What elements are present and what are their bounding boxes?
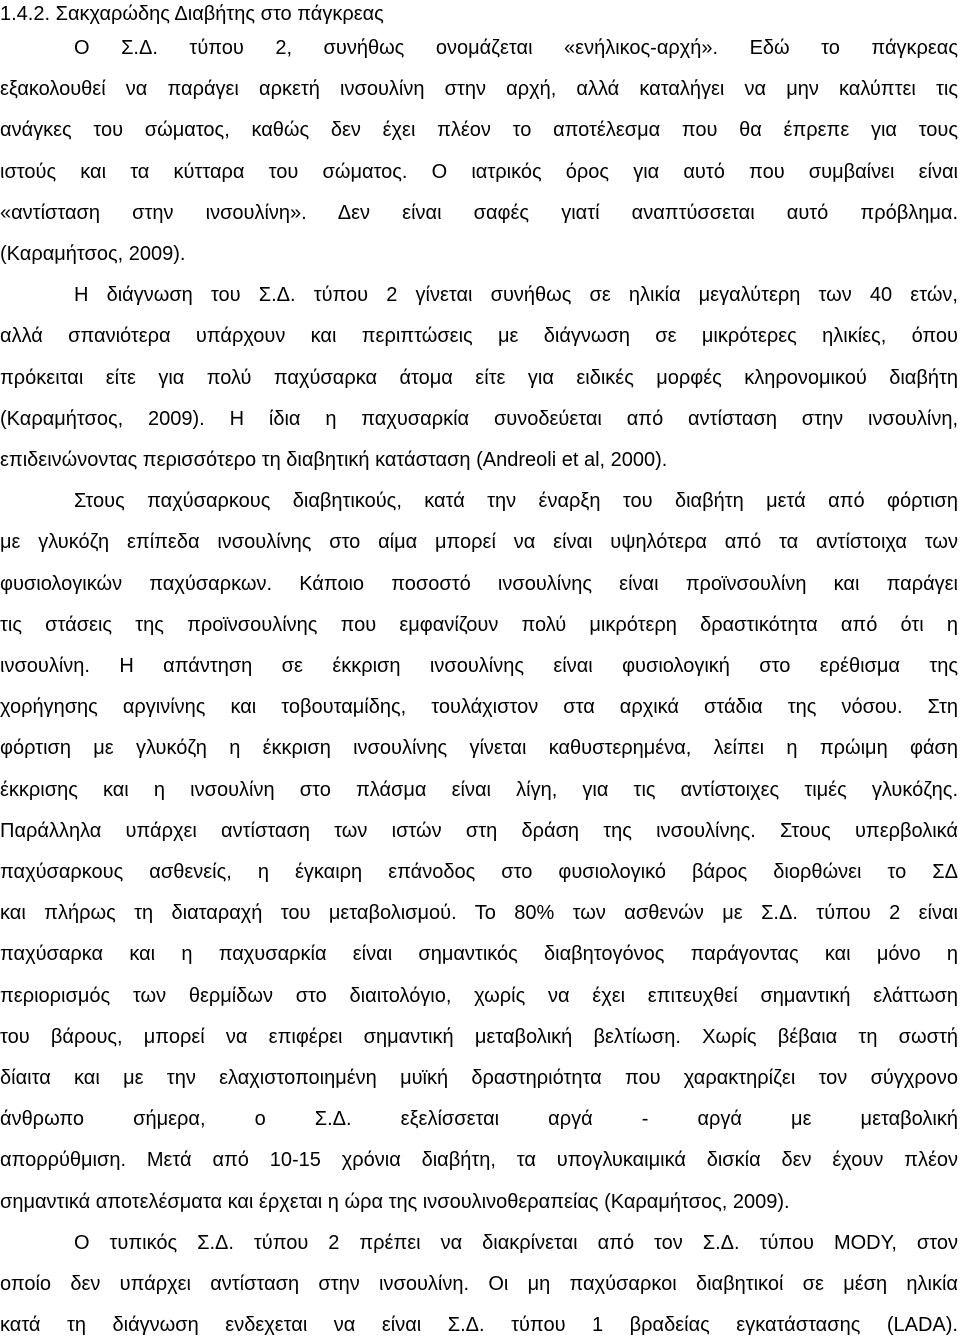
text-line: Στους παχύσαρκους διαβητικούς, κατά την έναρξη του διαβήτη μετά από φόρτιση: [74, 490, 958, 513]
text-line: κατά τη διάγνωση ενδεχεται να είναι Σ.Δ. τύπου 1 βραδείας εγκατάστασης (LADA).: [0, 1314, 958, 1337]
text-line: σημαντικά αποτελέσματα και έρχεται η ώρα της ινσουλινοθεραπείας (Καραμήτσος, 2009).: [0, 1190, 790, 1213]
text-line: Ο τυπικός Σ.Δ. τύπου 2 πρέπει να διακρίνεται από τον Σ.Δ. τύπου MODY, στον: [74, 1231, 958, 1254]
text-line: φυσιολογικών παχύσαρκων. Κάποιο ποσοστό ινσουλίνης είναι προϊνσουλίνη και παράγει: [0, 572, 958, 595]
text-line: με γλυκόζη επίπεδα ινσουλίνης στο αίμα μπορεί να είναι υψηλότερα από τα αντίστοιχα των: [0, 531, 958, 554]
text-line: παχύσαρκους ασθενείς, η έγκαιρη επάνοδος στο φυσιολογικό βάρος διορθώνει το ΣΔ: [0, 861, 958, 883]
text-line: οποίο δεν υπάρχει αντίσταση στην ινσουλίνη. Οι μη παχύσαρκοι διαβητικοί σε μέση ηλικία: [0, 1273, 958, 1295]
text-line: (Καραμήτσος, 2009).: [0, 243, 186, 265]
text-line: ινσουλίνη. Η απάντηση σε έκκριση ινσουλίνης είναι φυσιολογική στο ερέθισμα της: [0, 655, 958, 677]
text-line: «αντίσταση στην ινσουλίνη». Δεν είναι σαφές γιατί αναπτύσσεται αυτό πρόβλημα.: [0, 201, 958, 224]
text-line: περιορισμός των θερμίδων στο διαιτολόγιο, χωρίς να έχει επιτευχθεί σημαντική ελάττωση: [0, 984, 958, 1007]
text-line: χορήγησης αργινίνης και τοβουταμίδης, τουλάχιστον στα αρχικά στάδια της νόσου. Στη: [0, 696, 958, 719]
text-line: Ο Σ.Δ. τύπου 2, συνήθως ονομάζεται «ενήλικος-αρχή». Εδώ το πάγκρεας: [74, 37, 958, 59]
section-heading: 1.4.2. Σακχαρώδης Διαβήτης στο πάγκρεας: [0, 3, 384, 25]
text-line: ανάγκες του σώματος, καθώς δεν έχει πλέον το αποτέλεσμα που θα έπρεπε για τους: [0, 119, 958, 142]
text-line: ιστούς και τα κύτταρα του σώματος. Ο ιατρικός όρος για αυτό που συμβαίνει είναι: [0, 160, 958, 183]
text-line: έκκρισης και η ινσουλίνη στο πλάσμα είναι λίγη, για τις αντίστοιχες τιμές γλυκόζης.: [0, 778, 958, 801]
text-line: άνθρωπο σήμερα, ο Σ.Δ. εξελίσσεται αργά - αργά με μεταβολική: [0, 1108, 958, 1131]
text-line: εξακολουθεί να παράγει αρκετή ινσουλίνη στην αρχή, αλλά καταλήγει να μην καλύπτει τις: [0, 78, 958, 101]
text-line: Παράλληλα υπάρχει αντίσταση των ιστών στη δράση της ινσουλίνης. Στους υπερβολικά: [0, 819, 958, 842]
text-line: τις στάσεις της προϊνσουλίνης που εμφανίζουν πολύ μικρότερη δραστικότητα από ότι η: [0, 613, 958, 636]
text-line: αλλά σπανιότερα υπάρχουν και περιπτώσεις με διάγνωση σε μικρότερες ηλικίες, όπου: [0, 325, 958, 348]
text-line: και πλήρως τη διαταραχή του μεταβολισμού. Το 80% των ασθενών με Σ.Δ. τύπου 2 είναι: [0, 902, 958, 925]
text-line: απορρύθμιση. Μετά από 10-15 χρόνια διαβήτη, τα υπογλυκαιμικά δισκία δεν έχουν πλέον: [0, 1149, 958, 1172]
text-line: Η διάγνωση του Σ.Δ. τύπου 2 γίνεται συνήθως σε ηλικία μεγαλύτερη των 40 ετών,: [74, 284, 958, 307]
text-line: παχύσαρκα και η παχυσαρκία είναι σημαντικός διαβητογόνος παράγοντας και μόνο η: [0, 943, 958, 966]
text-line: πρόκειται είτε για πολύ παχύσαρκα άτομα είτε για ειδικές μορφές κληρονομικού διαβήτη: [0, 366, 958, 389]
text-line: δίαιτα και με την ελαχιστοποιημένη μυϊκή δραστηριότητα που χαρακτηρίζει τον σύγχρονο: [0, 1067, 958, 1089]
text-line: (Καραμήτσος, 2009). Η ίδια η παχυσαρκία συνοδεύεται από αντίσταση στην ινσουλίνη,: [0, 407, 958, 430]
text-line: του βάρους, μπορεί να επιφέρει σημαντική μεταβολική βελτίωση. Χωρίς βέβαια τη σωστή: [0, 1025, 958, 1048]
text-line: επιδεινώνοντας περισσότερο τη διαβητική κατάσταση (Andreoli et al, 2000).: [0, 449, 668, 471]
text-line: φόρτιση με γλυκόζη η έκκριση ινσουλίνης γίνεται καθυστερημένα, λείπει η πρώιμη φάση: [0, 737, 958, 760]
